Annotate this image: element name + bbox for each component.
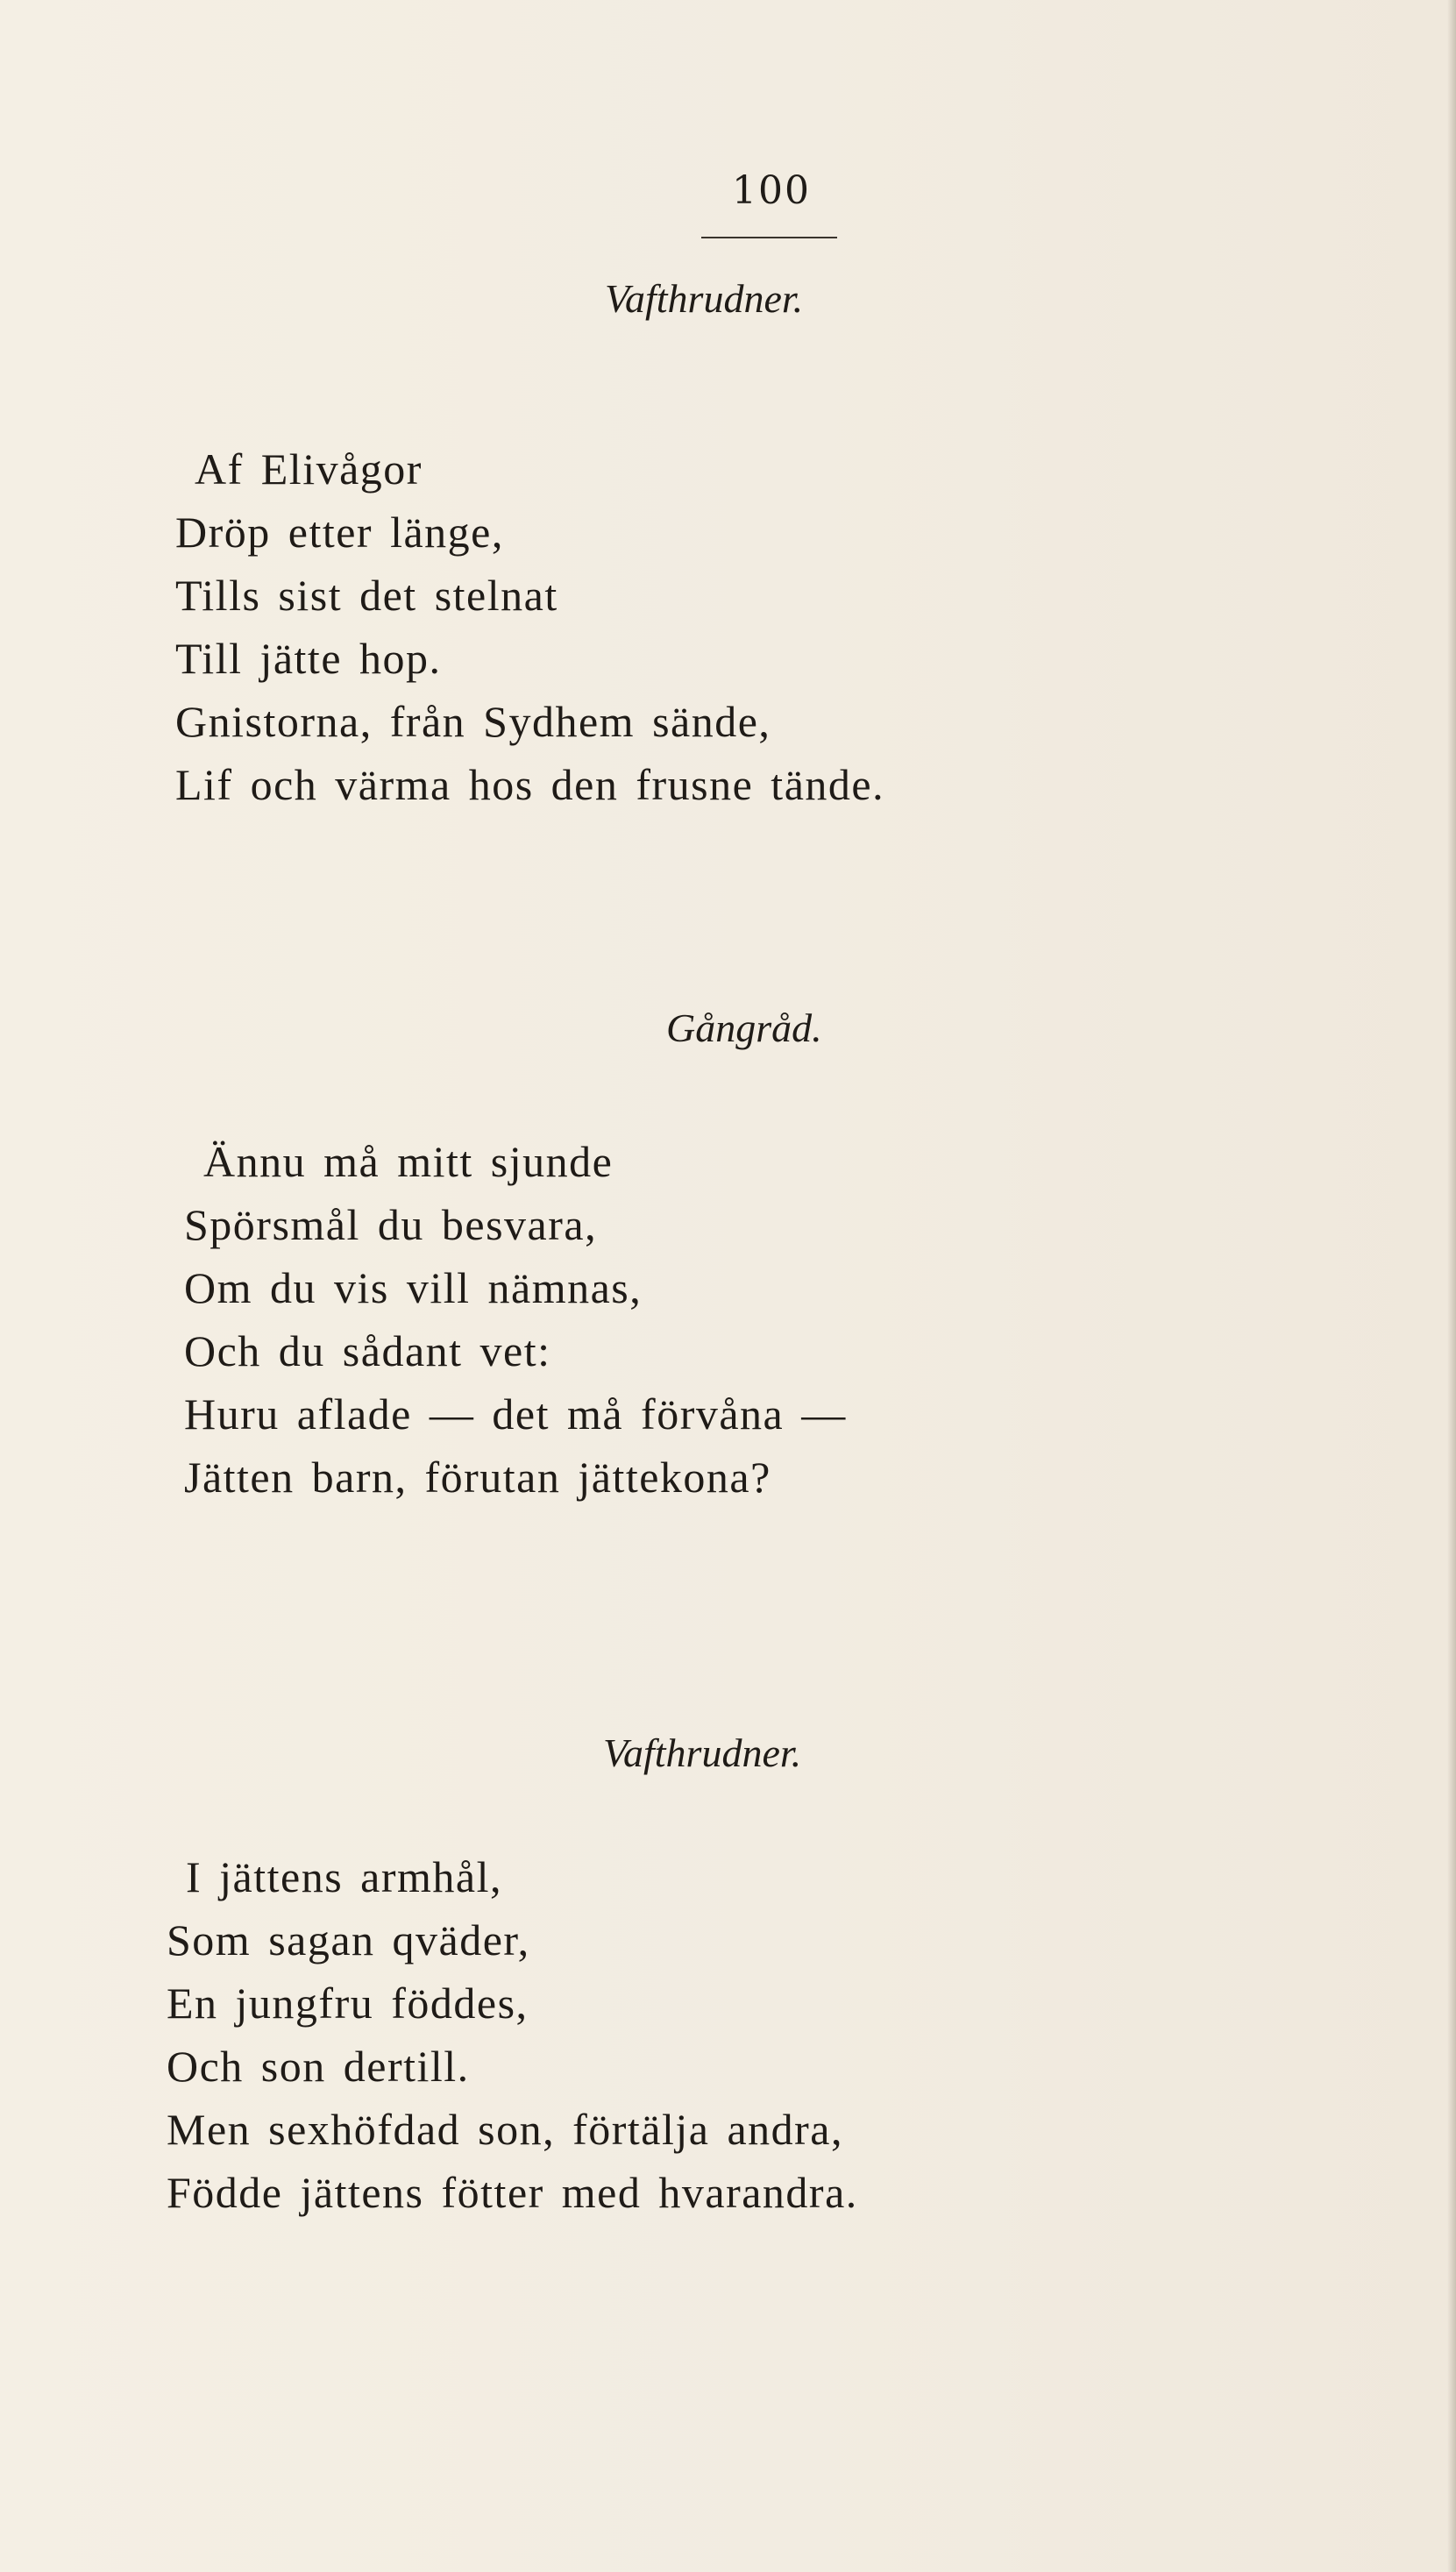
page-edge-shadow <box>1447 0 1456 2572</box>
verse-line: Tills sist det stelnat <box>175 571 558 620</box>
stanza-3 <box>167 1852 858 2234</box>
speaker-heading-gangrad: Gångråd. <box>666 1005 822 1050</box>
verse-line: Gnistorna, från Sydhem sände, <box>175 697 771 746</box>
verse-line: Lif och värma hos den frusne tände. <box>175 760 885 809</box>
verse-line: Af Elivågor <box>195 444 423 494</box>
verse-line: I jättens armhål, <box>186 1852 502 1901</box>
verse-line: Och du sådant vet: <box>184 1326 551 1375</box>
speaker-heading-vafthrudner-2: Vafthrudner. <box>603 1730 802 1775</box>
speaker-heading-vafthrudner-1: Vafthrudner. <box>605 276 804 321</box>
verse-line: Men sexhöfdad son, förtälja andra, <box>167 2105 843 2154</box>
verse-line: En jungfru föddes, <box>167 1979 529 2028</box>
stanza-2 <box>184 1137 847 1518</box>
verse-line: Om du vis vill nämnas, <box>184 1263 643 1312</box>
verse-line: Födde jättens fötter med hvarandra. <box>167 2168 858 2217</box>
page-number: 100 <box>732 168 811 213</box>
page-number-rule <box>701 237 837 238</box>
verse-line: Och son dertill. <box>167 2042 470 2091</box>
verse-line: Som sagan qväder, <box>167 1915 530 1965</box>
verse-line: Jätten barn, förutan jättekona? <box>184 1453 771 1502</box>
verse-line: Dröp etter länge, <box>175 508 504 557</box>
verse-line: Till jätte hop. <box>175 634 442 683</box>
verse-line: Ännu må mitt sjunde <box>203 1137 614 1186</box>
verse-line: Spörsmål du besvara, <box>184 1200 598 1249</box>
stanza-1 <box>175 444 885 826</box>
verse-line: Huru aflade — det må förvåna — <box>184 1389 847 1439</box>
